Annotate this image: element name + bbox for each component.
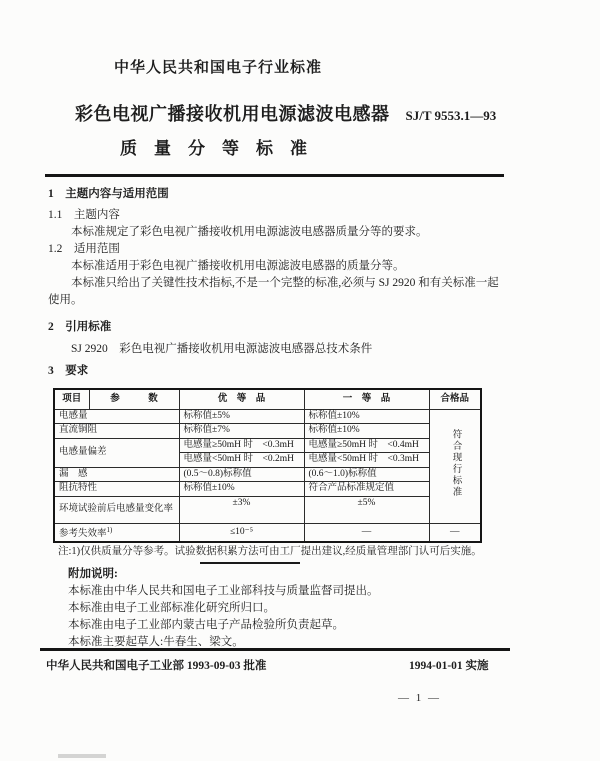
failure-rate-footnote-mark: 1)	[106, 525, 113, 534]
document-title: 彩色电视广播接收机用电源滤波电感器	[75, 104, 390, 124]
issuing-org-label: 中华人民共和国电子行业标准	[114, 60, 323, 76]
table-row-deviation-high	[54, 438, 481, 453]
table-row-dc-resistance	[54, 424, 481, 439]
table-row-impedance	[54, 482, 481, 497]
title-row	[75, 100, 535, 126]
inductance-premium-value: 标称值±5%	[179, 409, 304, 424]
row-label-env-change: 环境试验前后电感量变化率	[54, 496, 179, 523]
approval-statement: 中华人民共和国电子工业部 1993-09-03 批准	[46, 660, 267, 672]
table-footnote: 注:1)仅供质量分等参考。试验数据积累方法可由工厂提出建议,经质量管理部门认可后实施。	[58, 546, 482, 557]
env-change-premium-value: ±3%	[179, 496, 304, 523]
impedance-premium-value: 标称值±10%	[179, 482, 304, 497]
section-1-2-paragraph-2-line-2: 使用。	[48, 294, 83, 306]
table-header-row	[54, 389, 481, 409]
table-row-failure-rate	[54, 523, 481, 542]
failure-rate-premium-value: ≤10⁻⁵	[179, 523, 304, 542]
table-row-env-change	[54, 496, 481, 523]
failure-rate-label: 参考失效率	[59, 528, 107, 539]
row-label-inductance: 电感量	[54, 409, 179, 424]
addendum-block	[68, 566, 508, 651]
deviation-first-high-value: 电感量≥50mH 时 <0.4mH	[304, 438, 429, 453]
addendum-line-drafters: 本标准主要起草人:牛春生、梁文。	[68, 636, 244, 648]
section-1-2-paragraph-2-line-1: 本标准只给出了关键性技术指标,不是一个完整的标准,必须与 SJ 2920 和有关标准一起	[71, 277, 499, 289]
footnote-divider-rule	[200, 562, 300, 564]
section-2-reference: SJ 2920 彩色电视广播接收机用电源滤波电感器总技术条件	[71, 343, 373, 355]
dc-resistance-first-value: 标称值±10%	[304, 424, 429, 439]
page-number: — 1 —	[398, 692, 441, 704]
leakage-first-value: (0.6～1.0)标称值	[304, 467, 429, 482]
section-2-heading: 2 引用标准	[48, 321, 112, 333]
section-1-2-paragraph-1: 本标准适用于彩色电视广播接收机用电源滤波电感器的质量分等。	[71, 260, 405, 272]
addendum-line-managed-by: 本标准由电子工业部标准化研究所归口。	[68, 602, 275, 614]
qualified-grade-vertical-text: 符合现行标准	[450, 429, 461, 499]
row-label-dc-resistance: 直流铜阻	[54, 424, 179, 439]
deviation-premium-low-value: 电感量<50mH 时 <0.2mH	[179, 453, 304, 468]
requirements-table	[53, 388, 482, 543]
leakage-premium-value: (0.5～0.8)标称值	[179, 467, 304, 482]
failure-rate-qualified-value: —	[429, 523, 481, 542]
table-row-inductance	[54, 409, 481, 424]
body-content	[48, 186, 508, 380]
row-label-leakage: 漏 感	[54, 467, 179, 482]
section-1-heading: 1 主题内容与适用范围	[48, 188, 169, 200]
header-rule	[45, 174, 504, 177]
addendum-heading: 附加说明:	[68, 568, 118, 580]
footer-rule	[40, 648, 510, 651]
dc-resistance-premium-value: 标称值±7%	[179, 424, 304, 439]
row-label-deviation: 电感量偏差	[54, 438, 179, 467]
inductance-first-value: 标称值±10%	[304, 409, 429, 424]
column-header-premium-grade: 优 等 品	[179, 389, 304, 409]
column-header-first-grade: 一 等 品	[304, 389, 429, 409]
env-change-first-value: ±5%	[304, 496, 429, 523]
row-label-failure-rate	[54, 523, 179, 542]
impedance-first-value: 符合产品标准规定值	[304, 482, 429, 497]
document-subtitle: 质 量 分 等 标 准	[120, 139, 307, 158]
failure-rate-first-value: —	[304, 523, 429, 542]
addendum-line-drafted-by: 本标准由电子工业部内蒙古电子产品检验所负责起草。	[68, 619, 344, 631]
section-1-1-heading: 1.1 主题内容	[48, 209, 120, 221]
standard-number: SJ/T 9553.1—93	[405, 108, 497, 123]
deviation-premium-high-value: 电感量≥50mH 时 <0.3mH	[179, 438, 304, 453]
column-header-parameter: 参 数	[89, 389, 179, 409]
deviation-first-low-value: 电感量<50mH 时 <0.3mH	[304, 453, 429, 468]
addendum-line-proposed-by: 本标准由中华人民共和国电子工业部科技与质量监督司提出。	[68, 585, 379, 597]
column-header-item: 项目	[54, 389, 89, 409]
section-3-heading: 3 要求	[48, 365, 89, 377]
scan-artifact-mark	[58, 754, 106, 758]
row-label-impedance: 阻抗特性	[54, 482, 179, 497]
section-1-2-heading: 1.2 适用范围	[48, 243, 120, 255]
table-row-leakage	[54, 467, 481, 482]
qualified-grade-cell	[429, 409, 481, 523]
section-1-1-paragraph: 本标准规定了彩色电视广播接收机用电源滤波电感器质量分等的要求。	[71, 226, 428, 238]
column-header-qualified-grade: 合格品	[429, 389, 481, 409]
implementation-date: 1994-01-01 实施	[409, 660, 489, 672]
